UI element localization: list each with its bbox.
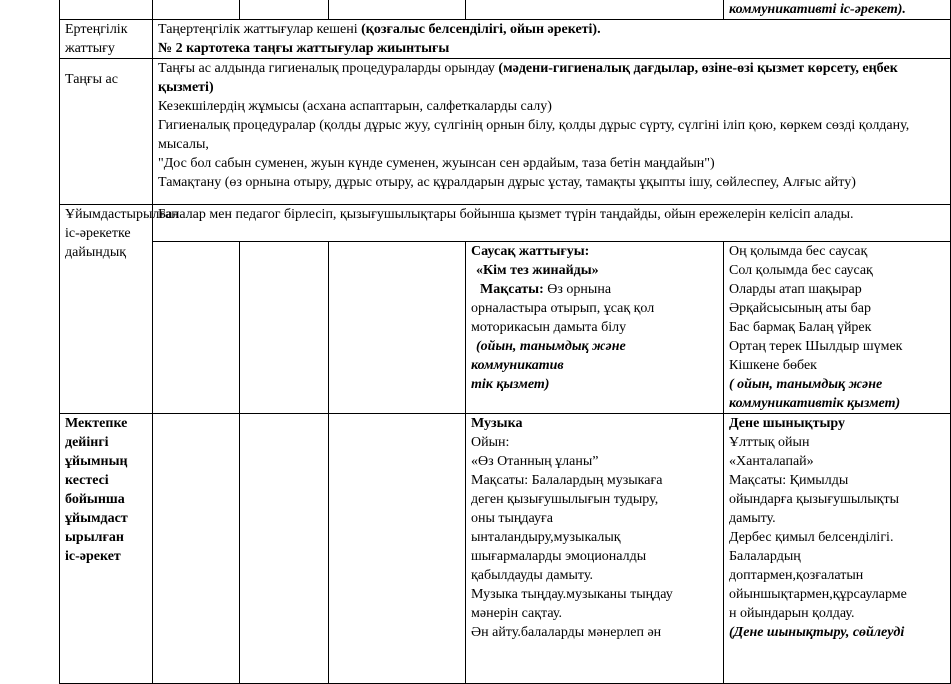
music-line: Музыка тыңдау.музыканы тыңдау [471,587,673,602]
row-label [60,20,153,59]
poem-line: Ортаң терек Шылдыр шүмек [729,339,903,354]
goal-line-2: орналастыра отырып, ұсақ қол [471,301,655,316]
cell-empty [240,242,329,414]
scheduled-activity-row [60,414,951,684]
goal-text: Өз орнына [543,282,612,297]
pe-line: Дербес қимыл белсенділігі. [729,530,894,545]
poem-quote: "Дос бол сабын суменен, жуын күнде суменен, жуынсан сен әрдайым, таза бетін маңдайын") [158,156,715,171]
breakfast-label: Таңғы ас [65,72,118,87]
poem-line: Әрқайсысының аты бар [729,301,871,316]
music-line: оны тыңдауға [471,511,553,526]
row-label [60,414,153,684]
exercise-activity: (қозғалыс белсенділігі, ойын әрекеті). [361,22,601,37]
schedule-label-line: бойынша [65,492,125,507]
cell-continuation [724,0,951,20]
pe-line: н ойындарын қолдау. [729,606,855,621]
continuation-row [60,0,951,20]
pe-line: ойыншықтармен,құрсауларме [729,587,907,602]
duty-text: Кезекшілердің жұмысы (асхана аспаптарын, салфеткаларды салу) [158,99,552,114]
poem-line: Оларды атап шақырар [729,282,862,297]
goal-line-3: моторикасын дамыта білу [471,320,627,335]
pe-cell [724,414,951,684]
music-line: Мақсаты: Балалардың музыкаға [471,473,663,488]
preparation-content [153,205,951,242]
schedule-label-line: ұйымдаст [65,511,128,526]
finger-exercise-row [60,242,951,414]
exercise-text: Таңертеңгілік жаттығулар кешені [158,22,362,37]
pe-line: дамыту. [729,511,776,526]
goal-line-1 [471,280,718,299]
cell-empty [329,242,466,414]
activity-line-1: (ойын, танымдық және [476,339,626,354]
finger-exercise-cell [466,242,724,414]
music-line: деген қызығушылығын тудыру, [471,492,659,507]
breakfast-text: Таңғы ас алдында гигиеналық процедураларды орындау [158,61,499,76]
schedule-table [59,0,951,684]
poem-line: Оң қолымда бес саусақ [729,244,868,259]
schedule-label-line: Мектепке [65,416,128,431]
breakfast-row [60,59,951,205]
pe-line: Ұлттық ойын [729,435,810,450]
finger-exercise-title: Саусақ жаттығуы: [471,244,590,259]
activity-line-2: коммуникатив [471,358,564,373]
music-line: шығармаларды эмоционалды [471,549,647,564]
music-line: ынталандыру,музыкалық [471,530,621,545]
music-title: Музыка [471,416,523,431]
row-label [60,59,153,205]
poem-line: Кішкене бөбек [729,358,817,373]
music-line: Ән айту.балаларды мәнерлеп ән [471,625,662,640]
activity-line-2: коммуникативтік қызмет) [729,396,901,411]
schedule-label-line: ырылған [65,530,124,545]
schedule-label-line: кестесі [65,473,109,488]
cell-empty [60,0,153,20]
game-name: «Кім тез жинайды» [476,263,599,278]
schedule-label-line: дейінгі [65,435,109,450]
activity-type-text: коммуникативті іс-әрекет). [729,2,906,17]
cell-empty [329,0,466,20]
cell-empty [153,242,240,414]
music-line: қабылдауды дамыту. [471,568,593,583]
music-cell [466,414,724,684]
poem-line: Бас бармақ Балаң үйрек [729,320,872,335]
morning-exercise-row [60,20,951,59]
morning-exercise-label: Ертеңгілік жаттығу [65,22,128,56]
row-label [60,205,179,414]
activity-line-3: тік қызмет) [471,377,550,392]
cell-empty [153,414,240,684]
music-line: Ойын: [471,435,510,450]
preparation-row [60,205,951,242]
cell-empty [240,0,329,20]
card-file-title: № 2 картотека таңғы жаттығулар жиынтығы [158,41,450,56]
activity-line-1: ( ойын, танымдық және [729,377,883,392]
pe-line: «Ханталапай» [729,454,814,469]
music-line: мәнерін сақтау. [471,606,562,621]
cell-empty [153,0,240,20]
pe-title: Дене шынықтыру [729,416,846,431]
hygiene-text: Гигиеналық процедуралар (қолды дұрыс жуу, сүлгінің орнын білу, қолды дұрыс сүрту, сүлгіні іліп қою, көркем сөзді қолдану, мысалы, [158,118,910,152]
goal-label: Мақсаты: [480,282,544,297]
preparation-label: Ұйымдастырылған іс-әрекетке дайындық [65,207,179,260]
cell-empty [240,414,329,684]
schedule-label-line: ұйымның [65,454,128,469]
schedule-label-line: іс-әрекет [65,549,121,564]
pe-line: Мақсаты: Қимылды [729,473,849,488]
morning-exercise-content [153,20,951,59]
preparation-text: Балалар мен педагог бірлесіп, қызығушылықтары бойынша қызмет түрін таңдайды, ойын ережелерін келісіп алады. [158,207,854,222]
exercise-line-1 [158,20,945,39]
poem-line: Сол қолымда бес саусақ [729,263,873,278]
cell-empty [466,0,724,20]
eating-text: Тамақтану (өз орнына отыру, дұрыс отыру, ас құралдарын дұрыс ұстау, тамақты ұқыпты ішу, сөйлеспеу, Алғыс айту) [158,175,856,190]
music-line: «Өз Отанның ұланы” [471,454,599,469]
breakfast-content [153,59,951,205]
pe-line: доптармен,қозғалатын [729,568,864,583]
pe-activity: (Дене шынықтыру, сөйлеуді [729,625,905,640]
breakfast-hygiene-intro [158,59,945,97]
cell-empty [329,414,466,684]
pe-line: ойындарға қызығушылықты [729,492,899,507]
poem-cell [724,242,951,414]
pe-line: Балалардың [729,549,801,564]
breakfast-activity: (мәдени-гигиеналық дағдылар, өзіне-өзі қызмет көрсету, еңбек қызметі) [158,61,898,95]
